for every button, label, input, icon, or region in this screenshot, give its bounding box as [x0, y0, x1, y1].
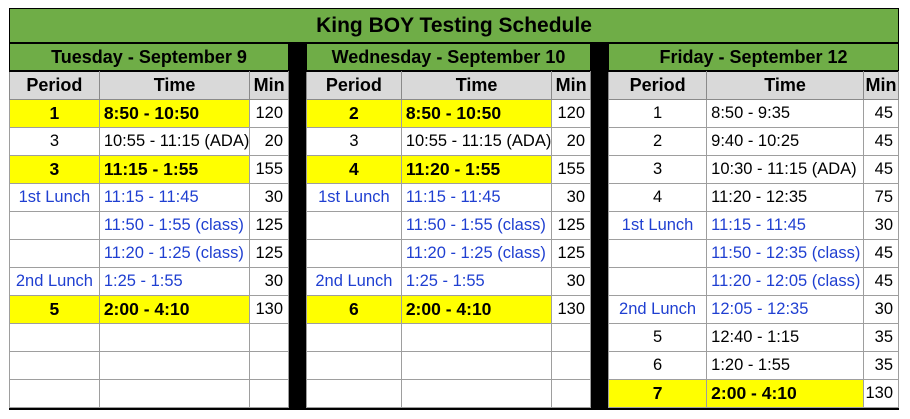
period-cell [307, 380, 402, 408]
time-cell: 10:55 - 11:15 (ADA) [401, 128, 552, 156]
minutes-cell: 45 [864, 268, 899, 296]
schedule-row [609, 268, 899, 296]
min-column-header: Min [250, 72, 289, 100]
schedule-row [307, 296, 591, 324]
schedule-row [307, 268, 591, 296]
schedule-row [609, 380, 899, 408]
day-block-tuesday [9, 43, 289, 408]
column-header-row [609, 72, 899, 100]
time-cell: 9:40 - 10:25 [707, 128, 864, 156]
period-cell: 4 [307, 156, 402, 184]
time-cell: 8:50 - 10:50 [99, 100, 250, 128]
time-cell: 11:50 - 12:35 (class) [707, 240, 864, 268]
minutes-cell: 75 [864, 184, 899, 212]
minutes-cell: 125 [250, 240, 289, 268]
period-cell: 2 [609, 128, 707, 156]
time-cell [99, 352, 250, 380]
time-cell: 8:50 - 9:35 [707, 100, 864, 128]
schedule-row [609, 128, 899, 156]
minutes-cell: 45 [864, 100, 899, 128]
time-cell: 11:15 - 11:45 [99, 184, 250, 212]
period-cell: 1 [10, 100, 100, 128]
schedule-row [307, 352, 591, 380]
minutes-cell: 30 [864, 212, 899, 240]
schedule-row [10, 156, 289, 184]
minutes-cell: 125 [552, 240, 591, 268]
period-cell [307, 352, 402, 380]
period-cell [609, 240, 707, 268]
day-block-wednesday [306, 43, 591, 408]
period-cell: 3 [307, 128, 402, 156]
period-cell [609, 268, 707, 296]
period-cell: 2 [307, 100, 402, 128]
period-cell: 6 [609, 352, 707, 380]
day-heading: Wednesday - September 10 [306, 43, 591, 71]
minutes-cell [250, 352, 289, 380]
schedule-row [307, 324, 591, 352]
period-cell: 6 [307, 296, 402, 324]
schedule-row [609, 184, 899, 212]
time-cell: 2:00 - 4:10 [99, 296, 250, 324]
day-heading: Friday - September 12 [608, 43, 899, 71]
schedule-row [307, 380, 591, 408]
schedule-row [10, 380, 289, 408]
time-cell: 11:15 - 11:45 [707, 212, 864, 240]
minutes-cell: 30 [552, 268, 591, 296]
minutes-cell: 20 [552, 128, 591, 156]
column-separator [591, 43, 608, 410]
minutes-cell: 125 [250, 212, 289, 240]
time-cell [401, 352, 552, 380]
schedule-row [10, 324, 289, 352]
schedule-row [307, 128, 591, 156]
time-cell [401, 380, 552, 408]
time-cell: 11:50 - 1:55 (class) [401, 212, 552, 240]
schedule-row [307, 156, 591, 184]
time-cell: 1:20 - 1:55 [707, 352, 864, 380]
day-table [608, 71, 899, 408]
period-cell: 7 [609, 380, 707, 408]
time-column-header: Time [707, 72, 864, 100]
period-cell [307, 212, 402, 240]
minutes-cell: 130 [250, 296, 289, 324]
minutes-cell [552, 352, 591, 380]
time-cell: 1:25 - 1:55 [99, 268, 250, 296]
time-column-header: Time [401, 72, 552, 100]
minutes-cell: 45 [864, 240, 899, 268]
time-cell: 11:20 - 12:05 (class) [707, 268, 864, 296]
minutes-cell: 130 [552, 296, 591, 324]
time-cell: 11:20 - 1:25 (class) [401, 240, 552, 268]
period-cell: 5 [609, 324, 707, 352]
schedule-row [609, 352, 899, 380]
minutes-cell [250, 324, 289, 352]
period-cell [10, 380, 100, 408]
minutes-cell: 130 [864, 380, 899, 408]
schedule-title: King BOY Testing Schedule [9, 8, 899, 43]
minutes-cell: 155 [552, 156, 591, 184]
column-header-row [307, 72, 591, 100]
day-table [306, 71, 591, 408]
period-cell: 2nd Lunch [609, 296, 707, 324]
schedule-sheet [9, 8, 899, 410]
minutes-cell [552, 324, 591, 352]
period-cell: 2nd Lunch [307, 268, 402, 296]
min-column-header: Min [552, 72, 591, 100]
minutes-cell: 30 [552, 184, 591, 212]
period-cell: 5 [10, 296, 100, 324]
period-cell: 3 [609, 156, 707, 184]
time-cell: 11:20 - 12:35 [707, 184, 864, 212]
time-cell: 12:40 - 1:15 [707, 324, 864, 352]
period-column-header: Period [10, 72, 100, 100]
time-cell: 10:55 - 11:15 (ADA) [99, 128, 250, 156]
minutes-cell: 120 [250, 100, 289, 128]
period-cell: 1 [609, 100, 707, 128]
schedule-row [609, 240, 899, 268]
schedule-row [609, 296, 899, 324]
minutes-cell [250, 380, 289, 408]
column-header-row [10, 72, 289, 100]
period-cell [10, 352, 100, 380]
schedule-row [307, 240, 591, 268]
schedule-row [609, 212, 899, 240]
schedule-row [10, 128, 289, 156]
minutes-cell: 30 [250, 268, 289, 296]
time-cell: 11:50 - 1:55 (class) [99, 212, 250, 240]
minutes-cell: 30 [250, 184, 289, 212]
day-heading: Tuesday - September 9 [9, 43, 289, 71]
minutes-cell: 125 [552, 212, 591, 240]
schedule-row [609, 100, 899, 128]
schedule-row [10, 212, 289, 240]
schedule-row [10, 296, 289, 324]
period-column-header: Period [609, 72, 707, 100]
day-table [9, 71, 289, 408]
period-cell [10, 212, 100, 240]
minutes-cell: 35 [864, 352, 899, 380]
time-cell: 8:50 - 10:50 [401, 100, 552, 128]
minutes-cell: 120 [552, 100, 591, 128]
schedule-row [609, 324, 899, 352]
minutes-cell: 20 [250, 128, 289, 156]
time-cell [99, 324, 250, 352]
period-cell: 2nd Lunch [10, 268, 100, 296]
schedule-row [10, 184, 289, 212]
schedule-row [307, 100, 591, 128]
time-cell [401, 324, 552, 352]
time-cell: 10:30 - 11:15 (ADA) [707, 156, 864, 184]
schedule-row [10, 268, 289, 296]
day-block-friday [608, 43, 899, 408]
schedule-row [307, 184, 591, 212]
period-cell [307, 240, 402, 268]
time-cell: 2:00 - 4:10 [707, 380, 864, 408]
minutes-cell: 45 [864, 128, 899, 156]
minutes-cell: 35 [864, 324, 899, 352]
minutes-cell: 155 [250, 156, 289, 184]
period-column-header: Period [307, 72, 402, 100]
period-cell: 3 [10, 156, 100, 184]
period-cell: 1st Lunch [307, 184, 402, 212]
period-cell [10, 240, 100, 268]
time-column-header: Time [99, 72, 250, 100]
period-cell: 3 [10, 128, 100, 156]
schedule-row [307, 212, 591, 240]
period-cell: 1st Lunch [609, 212, 707, 240]
schedule-row [10, 240, 289, 268]
time-cell: 2:00 - 4:10 [401, 296, 552, 324]
schedule-row [10, 100, 289, 128]
period-cell: 4 [609, 184, 707, 212]
period-cell: 1st Lunch [10, 184, 100, 212]
time-cell: 11:20 - 1:25 (class) [99, 240, 250, 268]
min-column-header: Min [864, 72, 899, 100]
time-cell: 11:15 - 1:55 [99, 156, 250, 184]
time-cell: 11:15 - 11:45 [401, 184, 552, 212]
schedule-row [10, 352, 289, 380]
time-cell: 1:25 - 1:55 [401, 268, 552, 296]
minutes-cell [552, 380, 591, 408]
minutes-cell: 45 [864, 156, 899, 184]
time-cell: 12:05 - 12:35 [707, 296, 864, 324]
minutes-cell: 30 [864, 296, 899, 324]
time-cell [99, 380, 250, 408]
period-cell [10, 324, 100, 352]
period-cell [307, 324, 402, 352]
column-separator [289, 43, 306, 410]
time-cell: 11:20 - 1:55 [401, 156, 552, 184]
schedule-row [609, 156, 899, 184]
